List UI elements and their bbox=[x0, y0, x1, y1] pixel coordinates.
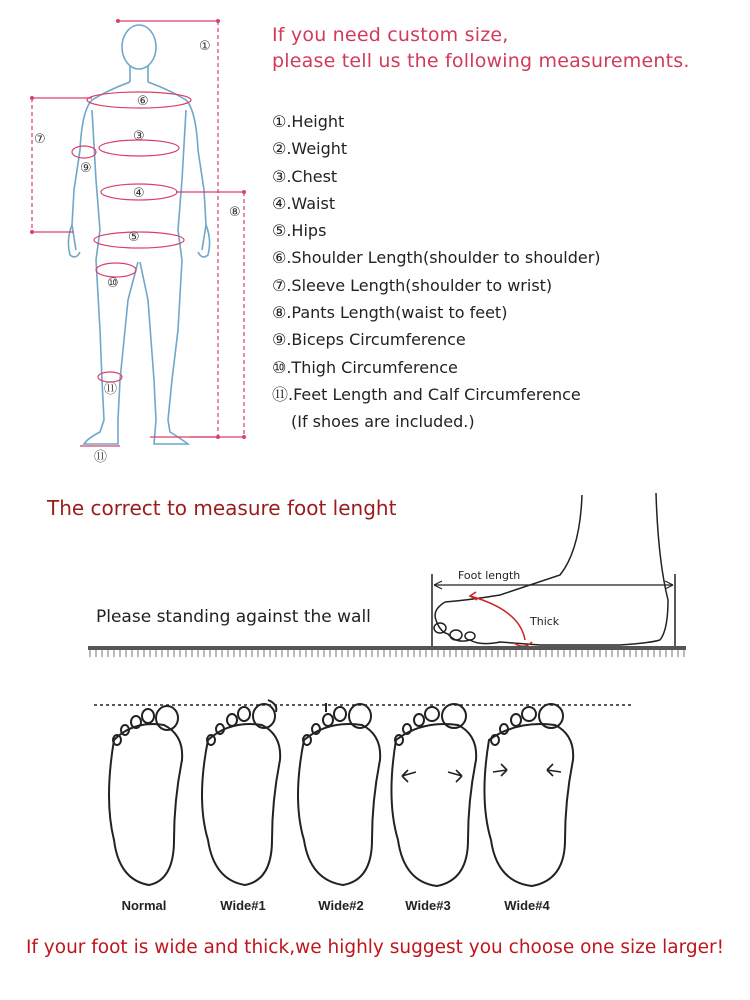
foot-label-wide-4: Wide#4 bbox=[504, 898, 550, 913]
foot-print-wide-4 bbox=[484, 704, 573, 886]
foot-label-wide-1: Wide#1 bbox=[220, 898, 266, 913]
measure-feet-calf: ⑪.Feet Length and Calf Circumference bbox=[272, 384, 581, 404]
wall-instruction: Please standing against the wall bbox=[96, 607, 371, 627]
foot-label-wide-2: Wide#2 bbox=[318, 898, 364, 913]
measure-hips: ⑤.Hips bbox=[272, 221, 327, 241]
measure-sleeve: ⑦.Sleeve Length(shoulder to wrist) bbox=[272, 275, 553, 295]
foot-label-wide-3: Wide#3 bbox=[405, 898, 451, 913]
intro-line-1: If you need custom size, bbox=[272, 24, 509, 46]
measure-pants: ⑧.Pants Length(waist to feet) bbox=[272, 303, 508, 323]
marker-calf: ⑪ bbox=[104, 382, 118, 397]
size-advice: If your foot is wide and thick,we highly suggest you choose one size larger! bbox=[25, 937, 725, 958]
ground-line bbox=[88, 646, 686, 657]
measure-biceps: ⑨.Biceps Circumference bbox=[272, 330, 466, 350]
foot-prints bbox=[109, 700, 573, 886]
marker-pants: ⑧ bbox=[229, 205, 241, 220]
intro-line-2: please tell us the following measurements. bbox=[272, 50, 690, 72]
measure-height: ①.Height bbox=[272, 112, 345, 131]
marker-biceps: ⑨ bbox=[80, 161, 92, 176]
measure-chest: ③.Chest bbox=[272, 166, 338, 186]
foot-measure-title: The correct to measure foot lenght bbox=[47, 496, 397, 520]
measure-weight: ②.Weight bbox=[272, 139, 348, 159]
measure-waist: ④.Waist bbox=[272, 193, 336, 213]
marker-waist: ④ bbox=[133, 186, 145, 201]
measure-thigh: ⑩.Thigh Circumference bbox=[272, 357, 458, 377]
foot-label-normal: Normal bbox=[121, 898, 167, 913]
marker-hips: ⑤ bbox=[128, 230, 140, 245]
marker-sleeve: ⑦ bbox=[34, 132, 46, 147]
foot-print-normal bbox=[109, 706, 182, 885]
measure-note: (If shoes are included.) bbox=[291, 412, 475, 432]
thick-label: Thick bbox=[530, 615, 560, 628]
foot-print-wide-3 bbox=[391, 704, 476, 886]
marker-chest: ③ bbox=[133, 129, 145, 144]
marker-thigh: ⑩ bbox=[107, 276, 119, 291]
foot-print-wide-1 bbox=[202, 700, 280, 885]
marker-height: ① bbox=[199, 39, 211, 54]
measurement-list bbox=[272, 108, 601, 436]
marker-shoulder: ⑥ bbox=[137, 94, 149, 109]
measure-shoulder: ⑥.Shoulder Length(shoulder to shoulder) bbox=[272, 248, 601, 268]
foot-print-wide-2 bbox=[298, 703, 380, 885]
marker-feet: ⑪ bbox=[94, 450, 108, 465]
foot-length-label: Foot length bbox=[458, 569, 521, 582]
custom-size-intro bbox=[272, 22, 690, 74]
measurement-markers bbox=[34, 39, 241, 465]
